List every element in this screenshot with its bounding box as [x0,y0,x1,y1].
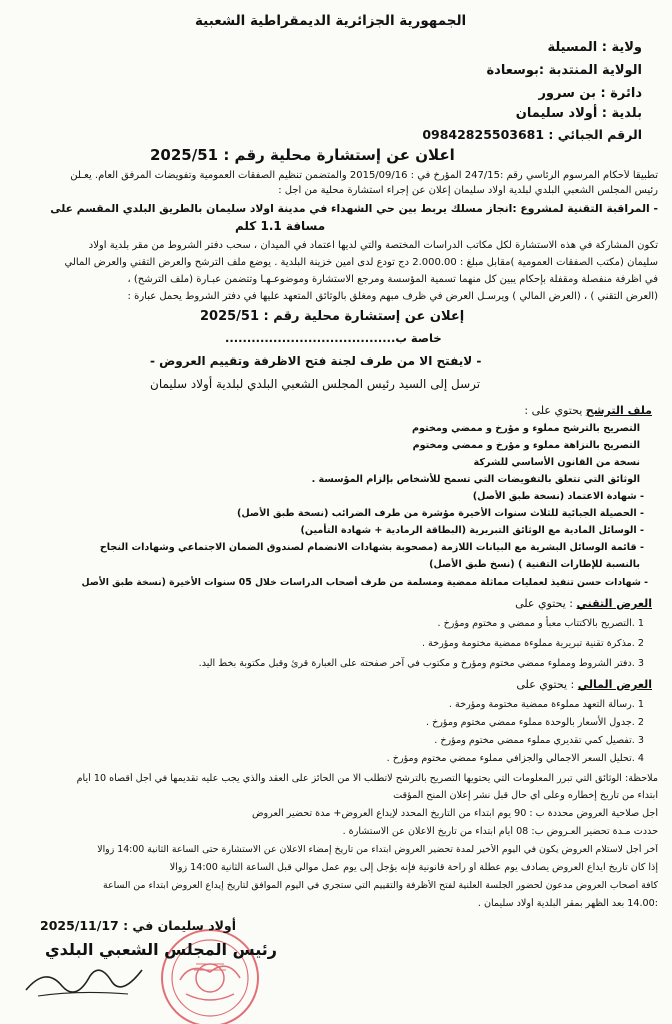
signature-title: رئيس المجلس الشعبي البلدي [45,940,277,959]
candidacy-item: الوثائق التي تتعلق بالتفويضات التي تسمح للأشخاص بإلزام المؤسسة . [311,474,640,485]
note-line-3: أجل صلاحية العروض محددة ب : 90 يوم ابتداء من التاريخ المحدد لإيداع العروض+ مدة تحضير العروض [251,808,658,819]
candidacy-item: التصريح بالنزاهة مملوء و مؤرخ و ممضي ومختوم [412,440,640,451]
financial-item: 1 .رسالة التعهد مملوءة ممضية مختومة ومؤرخة . [448,699,644,710]
note-line-2: ابتداء من تاريخ إخطاره وعلى أي حال قبل نشر إعلان المنح المؤقت [393,790,658,801]
envelope-notice: - لايفتح الا من طرف لجنة فتح الاظرفة وتقييم العروض - [150,354,482,368]
note-line-1: ملاحظة: الوثائق التي تبرر المعلومات التي يحتويها التصريح بالترشح لاتطلب الا من الحائز على العقد والذي يجب عليه تقديمها في أجل أقصاه 10 أيام [76,773,658,784]
wilaya-label: ولاية : المسيلة [547,40,642,55]
para-line-3: في أظرفة منفصلة ومقفلة بإحكام يبين كل منهما تسمية المؤسسة ومرجع الاستشارة وموضوعـهـا وتتضمن عبـارة (ملف الترشح) ، [127,274,658,285]
project-line-1: - المراقبة التقنية لمشروع :انجاز مسلك يربط بين حي الشهداء في مدينة اولاد سليمان بالطريق البلدي المقسم على [50,202,658,215]
delegated-wilaya-label: الولاية المنتدبة :بوسعادة [486,63,642,78]
envelope-specific: خاصة ب....................................... [225,331,442,345]
candidacy-item: - الوسائل المادية مع الوثائق التبريرية (البطاقة الرمادية + شهادة التأمين) [300,525,644,536]
envelope-send: ترسل إلى السيد رئيس المجلس الشعبي البلدي لبلدية أولاد سليمان [150,377,481,391]
note-line-6: إذا كان تاريخ ايداع العروض يصادف يوم عطلة أو راحة قانونية فإنه يؤجل إلى يوم عمل موالي قبل الساعة الثانية 14:00 زوالا [169,862,658,873]
financial-heading-row [516,678,652,691]
candidacy-heading: ملف الترشح [585,404,652,417]
signature-place-date: أولاد سليمان في : 2025/11/17 [40,918,236,933]
announcement-title: اعلان عن إستشارة محلية رقم : 2025/51 [150,146,455,164]
candidacy-contains: يحتوي على : [524,404,583,417]
note-line-7: كافة أصحاب العروض مدعون لحضور الجلسة العلنية لفتح الأظرفة والتقييم التي ستجري في اليوم الموافق لتاريخ إيداع العروض ابتداء من الساعة [103,880,658,891]
project-line-2: مسافة 1.1 كلم [235,219,326,233]
para-line-1: تكون المشاركة في هذه الاستشارة لكل مكاتب الدراسات المختصة والتي لديها اعتماد في الميدان ، سحب دفتر الشروط من مقر بلدية أولاد [88,240,658,251]
candidacy-item: - قائمة الوسائل البشرية مع البيانات اللازمة (مصحوبة بشهادات الانضمام لصندوق الضمان الاجتماعي وشهادات النجاح [99,542,644,553]
technical-item: 2 .مذكرة تقنية تبريرية مملوءة ممضية مختومة ومؤرخة . [421,638,644,649]
tax-id: الرقم الجبائي : 09842825503681 [422,127,642,142]
technical-item: 3 .دفتر الشروط ومملوء ممضي مختوم ومؤرخ و مكتوب في آخر صفحته على العبارة قرئ وقبل مكتوبة بخط اليد. [198,658,644,669]
technical-heading-row [515,597,652,610]
technical-heading: العرض التقني [576,597,652,610]
financial-item: 4 .تحليل السعر الاجمالي والجزافي مملوء ممضي مختوم ومؤرخ . [386,753,644,764]
para-line-4: (العرض التقني ) ، (العرض المالي ) ويرسـل العرض في ظرف مبهم ومغلق بالوثائق المتعهد عليها في دفتر الشروط يحمل عبارة : [127,291,658,302]
note-line-5: آخر أجل لاستلام العروض يكون في اليوم الأخير لمدة تحضير العروض ابتداء من تاريخ إمضاء الاعلان عن الاستشارة حتى الساعة الثانية 14:00 زوالا [97,844,658,855]
technical-contains: : يحتوي على [515,597,573,610]
technical-item: 1 .التصريح بالاكتتاب معبأ و ممضي و مختوم ومؤرخ . [437,618,644,629]
candidacy-item: نسخة من القانون الأساسي للشركة [473,457,640,468]
financial-item: 2 .جدول الأسعار بالوحدة مملوء ممضي مختوم ومؤرخ . [425,717,644,728]
note-line-4: حددت مـدة تحضير العـروض ب: 08 أيام ابتداء من تاريخ الاعلان عن الاستشارة . [342,826,658,837]
handwritten-signature [18,960,148,1004]
financial-item: 3 .تفصيل كمي تقديري مملوء ممضي مختوم ومؤرخ . [434,735,644,746]
republic-title: الجمهورية الجزائرية الديمقراطية الشعبية [195,13,467,29]
commune-label: بلدية : أولاد سليمان [515,106,642,121]
envelope-title: إعلان عن إستشارة محلية رقم : 2025/51 [200,309,465,324]
intro-line-2: رئيس المجلس الشعبي البلدي لبلدية أولاد سليمان إعلان عن إجراء استشارة محلية من أجل : [278,185,658,196]
financial-heading: العرض المالي [577,678,652,691]
candidacy-heading-row [524,404,652,417]
daira-label: دائرة : بن سرور [538,86,642,101]
candidacy-item: التصريح بالترشح مملوء و مؤرخ و ممضي ومختوم [411,423,640,434]
official-round-stamp [150,920,270,1024]
intro-line-1: تطبيقا لأحكام المرسوم الرئاسي رقم :247/15 المؤرخ في : 2015/09/16 والمتضمن تنظيم الصفقات العمومية وتفويضات المرفق العام. يعـلن [70,170,658,181]
candidacy-item: - شهادات حسن تنفيذ لعمليات مماثلة ممضية ومسلمة من طرف أصحاب الدراسات خلال 05 سنوات الأخيرة (نسخة طبق الأصل [81,577,648,588]
para-line-2: سليمان (مكتب الصفقات العمومية )مقابل مبلغ : 2.000.00 دج تودع لدى أمين خزينة البلدية . يوضع ملف الترشح والعرض التقني والعرض المالي [64,257,658,268]
note-line-8: :14.00 بعد الظهر بمقر البلدية أولاد سليمان . [477,898,658,909]
candidacy-item: بالنسبة للإطارات التقنية ) (نسخ طبق الأصل) [429,559,640,570]
candidacy-item: - شهادة الاعتماد (نسخة طبق الأصل) [472,491,644,502]
financial-contains: : يحتوي على [516,678,575,691]
candidacy-item: - الحصيلة الجبائية للثلاث سنوات الأخيرة مؤشرة من طرف الضرائب (نسخة طبق الأصل) [236,508,644,519]
